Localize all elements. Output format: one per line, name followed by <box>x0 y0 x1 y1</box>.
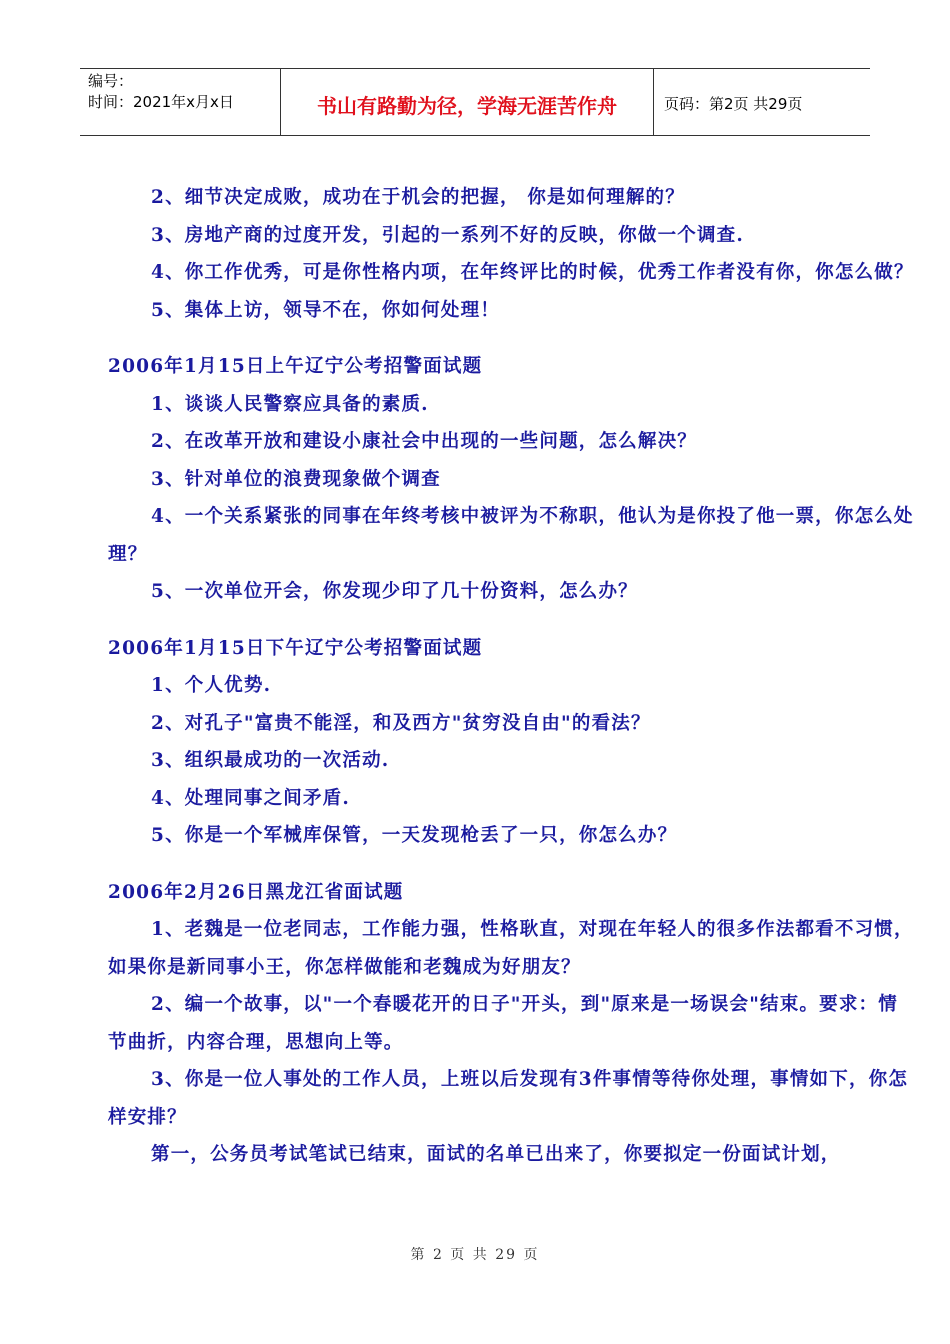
question-item: 1、个人优势. <box>151 675 272 696</box>
header-motto: 书山有路勤为径，学海无涯苦作舟 <box>281 69 654 135</box>
question-item: 3、针对单位的浪费现象做个调查 <box>151 468 441 490</box>
question-item: 3、房地产商的过度开发，引起的一系列不好的反映，你做一个调查. <box>151 224 745 246</box>
question-item: 2、对孔子"富贵不能淫，和及西方"贫穷没自由"的看法？ <box>151 712 651 734</box>
question-item: 3、你是一位人事处的工作人员，上班以后发现有3件事情等待你处理，事情如下，你怎样安排？ <box>108 1069 909 1128</box>
document-number-label: 编号： <box>88 72 134 90</box>
question-item: 第一，公务员考试笔试已结束，面试的名单已出来了，你要拟定一份面试计划， <box>151 1144 841 1165</box>
page-header <box>80 68 870 136</box>
question-item: 5、一次单位开会，你发现少印了几十份资料，怎么办？ <box>151 581 638 602</box>
question-item: 4、一个关系紧张的同事在年终考核中被评为不称职，他认为是你投了他一票，你怎么处理？ <box>108 506 914 565</box>
question-item: 2、在改革开放和建设小康社会中出现的一些问题，怎么解决？ <box>151 431 697 452</box>
question-item: 4、处理同事之间矛盾. <box>151 787 351 809</box>
question-item: 5、你是一个军械库保管，一天发现枪丢了一只，你怎么办？ <box>151 825 678 846</box>
question-item: 1、谈谈人民警察应具备的素质. <box>151 393 429 415</box>
page-footer: 第 2 页 共 29 页 <box>410 1247 540 1263</box>
question-item: 5、集体上访，领导不在，你如何处理！ <box>151 299 500 321</box>
section-title: 2006年1月15日下午辽宁公考招警面试题 <box>108 637 483 659</box>
header-page-label: 页码：第2页 共29页 <box>664 94 803 113</box>
question-item: 1、老魏是一位老同志，工作能力强，性格耿直，对现在年轻人的很多作法都看不习惯，如果你是新同事小王，你怎样做能和老魏成为好朋友？ <box>108 919 914 978</box>
section-title: 2006年2月26日黑龙江省面试题 <box>108 881 404 903</box>
question-item: 4、你工作优秀，可是你性格内项，在年终评比的时候，优秀工作者没有你，你怎么做？ <box>151 262 914 283</box>
question-item: 2、编一个故事，以"一个春暖花开的日子"开头，到"原来是一场误会"结束。要求：情节曲折，内容合理，思想向上等。 <box>108 994 898 1053</box>
section-title: 2006年1月15日上午辽宁公考招警面试题 <box>108 356 483 377</box>
document-time-label: 时间：2021年x月x日 <box>88 93 234 111</box>
document-body <box>108 179 916 1174</box>
question-item: 2、细节决定成败，成功在于机会的把握， 你是如何理解的？ <box>151 187 685 208</box>
header-meta <box>80 69 281 135</box>
question-item: 3、组织最成功的一次活动. <box>151 750 390 771</box>
